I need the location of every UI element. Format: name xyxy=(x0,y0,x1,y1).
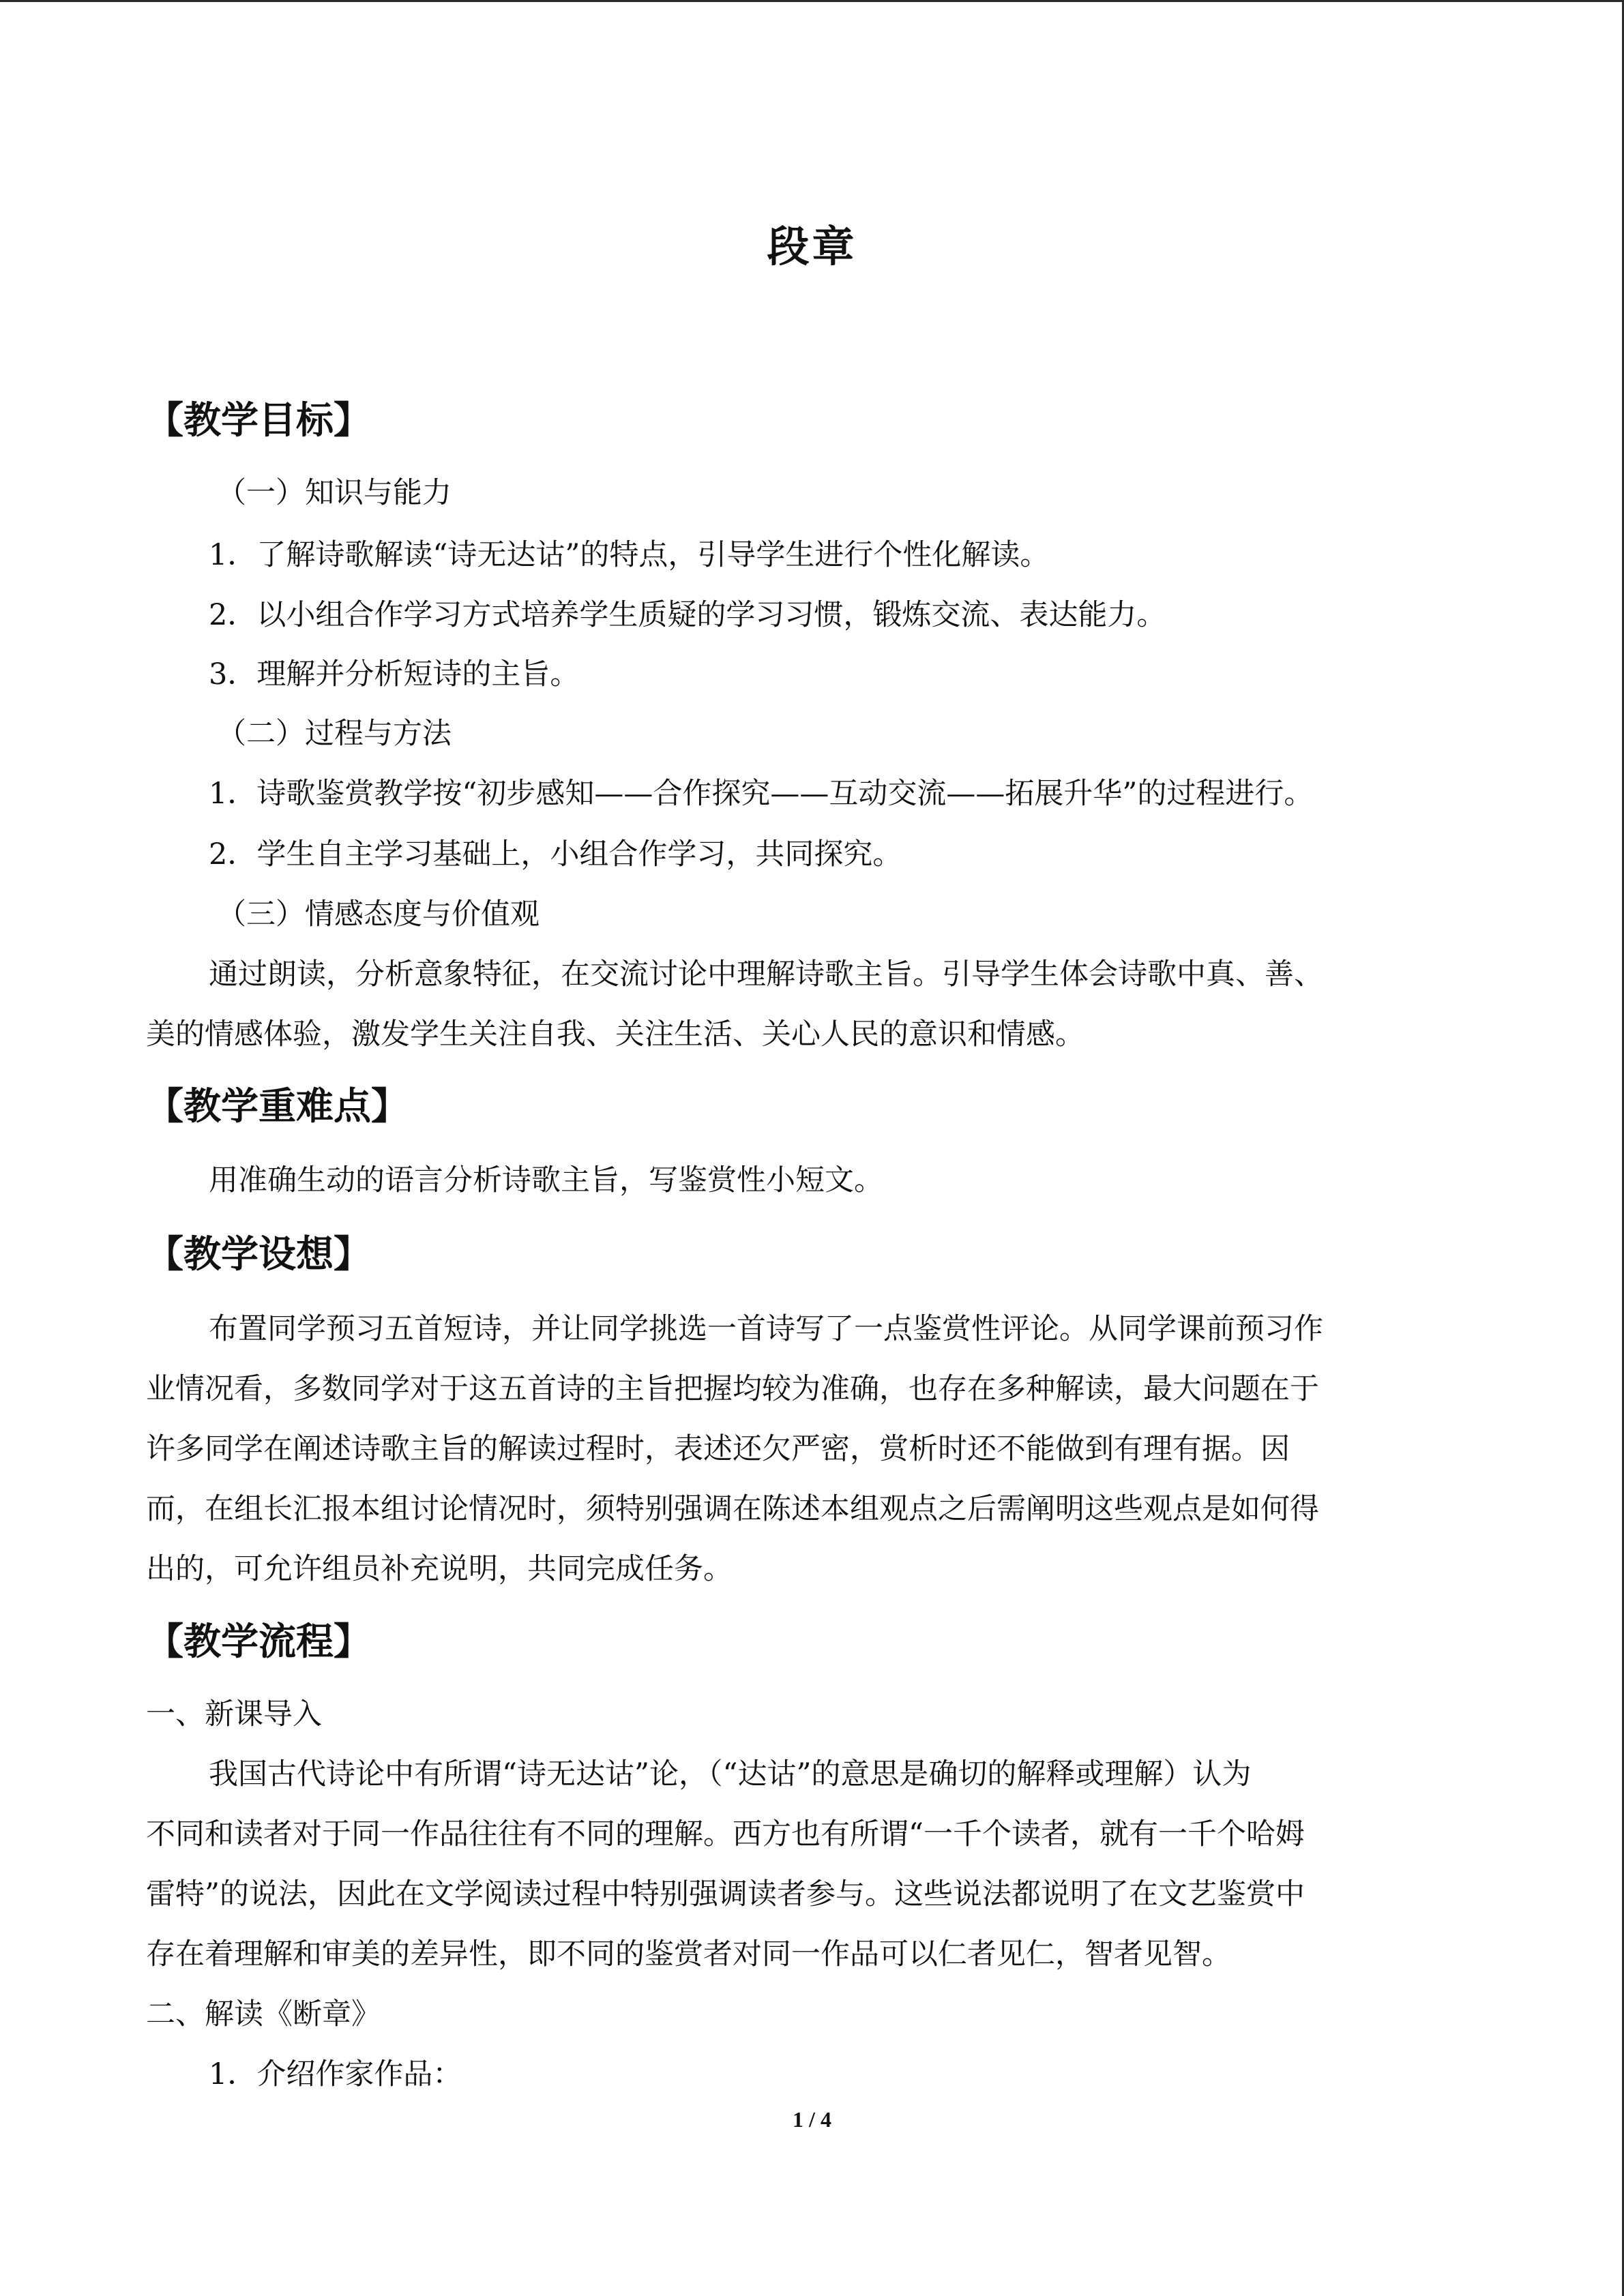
paragraph-line: 用准确生动的语言分析诗歌主旨，写鉴赏性小短文。 xyxy=(209,1163,883,1197)
heading-key-points: 【教学重难点】 xyxy=(146,1084,409,1128)
subheading-values: （三）情感态度与价值观 xyxy=(217,897,540,931)
page-title: 段章 xyxy=(767,222,857,271)
section-title-reading: 二、解读《断章》 xyxy=(146,1997,381,2031)
paragraph-line: 布置同学预习五首短诗，并让同学挑选一首诗写了一点鉴赏性评论。从同学课前预习作 xyxy=(209,1312,1323,1346)
list-item: 2．以小组合作学习方式培养学生质疑的学习习惯，锻炼交流、表达能力。 xyxy=(209,598,1166,632)
paragraph-line: 出的，可允许组员补充说明，共同完成任务。 xyxy=(146,1552,733,1586)
heading-design: 【教学设想】 xyxy=(146,1232,372,1276)
paragraph-line: 美的情感体验，激发学生关注自我、关注生活、关心人民的意识和情感。 xyxy=(146,1017,1084,1052)
paragraph-line: 我国古代诗论中有所谓“诗无达诂”论，（“达诂”的意思是确切的解释或理解）认为 xyxy=(209,1757,1252,1791)
list-item: 1．诗歌鉴赏教学按“初步感知——合作探究——互动交流——拓展升华”的过程进行。 xyxy=(209,777,1314,811)
subheading-knowledge: （一）知识与能力 xyxy=(217,476,452,510)
list-item: 1．了解诗歌解读“诗无达诂”的特点，引导学生进行个性化解读。 xyxy=(209,538,1050,572)
heading-flow: 【教学流程】 xyxy=(146,1620,372,1663)
list-item: 1．介绍作家作品： xyxy=(209,2057,462,2091)
paragraph-line: 许多同学在阐述诗歌主旨的解读过程时，表述还欠严密，赏析时还不能做到有理有据。因 xyxy=(146,1432,1290,1466)
paragraph-line: 业情况看，多数同学对于这五首诗的主旨把握均较为准确，也存在多种解读，最大问题在于 xyxy=(146,1372,1319,1406)
paragraph-line: 通过朗读，分析意象特征，在交流讨论中理解诗歌主旨。引导学生体会诗歌中真、善、 xyxy=(209,957,1323,992)
page-number: 1 / 4 xyxy=(793,2107,831,2132)
subheading-process: （二）过程与方法 xyxy=(217,717,452,751)
paragraph-line: 不同和读者对于同一作品往往有不同的理解。西方也有所谓“一千个读者，就有一千个哈姆 xyxy=(146,1817,1305,1851)
paragraph-line: 存在着理解和审美的差异性，即不同的鉴赏者对同一作品可以仁者见仁，智者见智。 xyxy=(146,1937,1231,1971)
heading-objectives: 【教学目标】 xyxy=(146,398,372,442)
paragraph-line: 而，在组长汇报本组讨论情况时，须特别强调在陈述本组观点之后需阐明这些观点是如何得 xyxy=(146,1492,1319,1526)
list-item: 2．学生自主学习基础上，小组合作学习，共同探究。 xyxy=(209,837,902,871)
paragraph-line: 雷特”的说法，因此在文学阅读过程中特别强调读者参与。这些说法都说明了在文艺鉴赏中 xyxy=(146,1877,1305,1911)
section-title-intro: 一、新课导入 xyxy=(146,1697,322,1731)
list-item: 3．理解并分析短诗的主旨。 xyxy=(209,657,580,691)
